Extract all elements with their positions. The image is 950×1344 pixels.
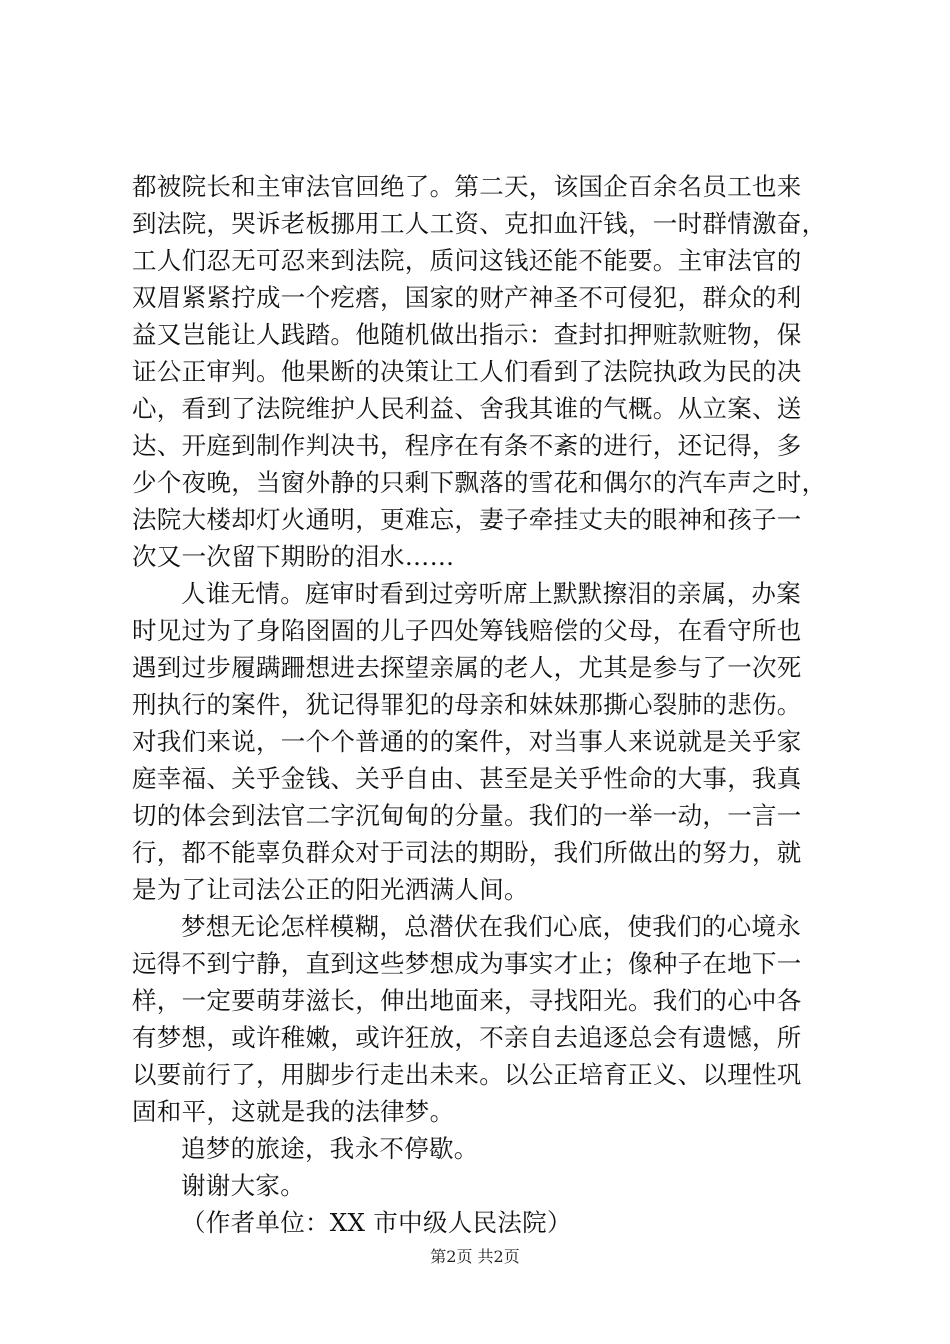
paragraph-start-line: 人谁无情。庭审时看到过旁听席上默默擦泪的亲属，办案 xyxy=(181,579,801,608)
text-line-16: 对我们来说，一个个普通的的案件，对当事人来说就是关乎家 xyxy=(132,727,802,756)
text-line-9: 少个夜晚，当窗外静的只剩下飘落的雪花和偶尔的汽车声之时， xyxy=(132,468,827,497)
text-line-14: 遇到过步履蹒跚想进去探望亲属的老人，尤其是参与了一次死 xyxy=(132,653,802,682)
text-line-1: 都被院长和主审法官回绝了。第二天，该国企百余名员工也来 xyxy=(132,172,802,201)
text-line-3: 工人们忍无可忍来到法院，质问这钱还能不能要。主审法官的 xyxy=(132,246,802,275)
text-line-10: 法院大楼却灯火通明，更难忘，妻子牵挂丈夫的眼神和孩子一 xyxy=(132,505,802,534)
text-line-24: 有梦想，或许稚嫩，或许狂放，不亲自去追逐总会有遗憾，所 xyxy=(132,1023,802,1052)
text-line-7: 心，看到了法院维护人民利益、舍我其谁的气概。从立案、送 xyxy=(132,394,802,423)
document-body xyxy=(132,168,832,1241)
text-line-23: 样，一定要萌芽滋长，伸出地面来，寻找阳光。我们的心中各 xyxy=(132,986,802,1015)
text-line-11: 次又一次留下期盼的泪水…… xyxy=(132,542,455,571)
page-number-footer: 第2页 共2页 xyxy=(430,1247,520,1266)
paragraph-start-line: 谢谢大家。 xyxy=(181,1171,305,1200)
text-line-2: 到法院，哭诉老板挪用工人工资、克扣血汗钱，一时群情激奋， xyxy=(132,209,827,238)
text-line-5: 益又岂能让人践踏。他随机做出指示：查封扣押赃款赃物，保 xyxy=(132,320,802,349)
text-line-4: 双眉紧紧拧成一个疙瘩，国家的财产神圣不可侵犯，群众的利 xyxy=(132,283,802,312)
text-line-6: 证公正审判。他果断的决策让工人们看到了法院执政为民的决 xyxy=(132,357,802,386)
text-line-20: 是为了让司法公正的阳光洒满人间。 xyxy=(132,875,529,904)
text-line-25: 以要前行了，用脚步行走出未来。以公正培育正义、以理性巩 xyxy=(132,1060,802,1089)
author-affiliation: （作者单位：XX 市中级人民法院） xyxy=(181,1208,572,1237)
text-line-26: 固和平，这就是我的法律梦。 xyxy=(132,1097,455,1126)
text-line-18: 切的体会到法官二字沉甸甸的分量。我们的一举一动，一言一 xyxy=(132,801,802,830)
text-line-8: 达、开庭到制作判决书，程序在有条不紊的进行，还记得，多 xyxy=(132,431,802,460)
text-line-22: 远得不到宁静，直到这些梦想成为事实才止；像种子在地下一 xyxy=(132,949,802,978)
paragraph-start-line: 梦想无论怎样模糊，总潜伏在我们心底，使我们的心境永 xyxy=(181,912,801,941)
text-line-17: 庭幸福、关乎金钱、关乎自由、甚至是关乎性命的大事，我真 xyxy=(132,764,802,793)
text-line-13: 时见过为了身陷囹圄的儿子四处筹钱赔偿的父母，在看守所也 xyxy=(132,616,802,645)
paragraph-start-line: 追梦的旅途，我永不停歇。 xyxy=(181,1134,479,1163)
text-line-19: 行，都不能辜负群众对于司法的期盼，我们所做出的努力，就 xyxy=(132,838,802,867)
text-line-15: 刑执行的案件，犹记得罪犯的母亲和妹妹那撕心裂肺的悲伤。 xyxy=(132,690,802,719)
